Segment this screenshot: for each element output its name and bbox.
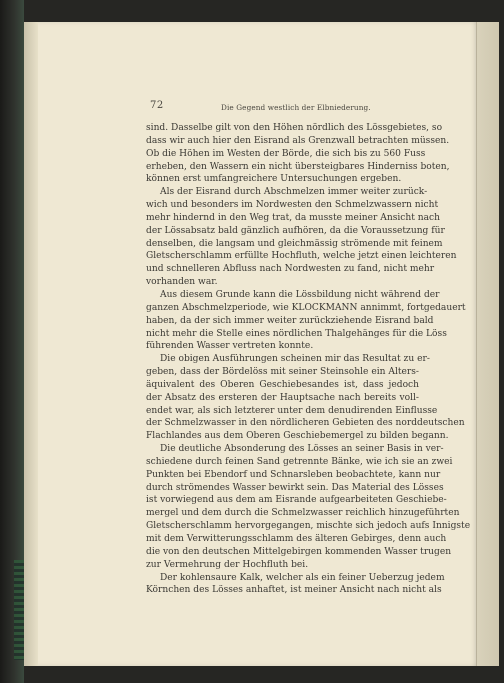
text-line: der Lössabsatz bald gänzlich aufhören, da die Voraussetzung für: [146, 225, 445, 236]
text-line: nicht mehr die Stelle eines nördlichen Thalgehänges für die Löss: [146, 328, 447, 339]
text-line: und schnelleren Abfluss nach Nordwesten zu fand, nicht mehr: [146, 264, 435, 275]
text-line: mit dem Verwitterungsschlamm des älteren Gebirges, denn auch: [146, 534, 447, 544]
text-line: wich und besonders im Nordwesten den Schmelzwassern nicht: [146, 200, 439, 211]
text-line: Die deutliche Absonderung des Lösses an seiner Basis in ver-: [160, 444, 444, 455]
body-text: [146, 122, 471, 597]
text-line: geben, dass der Bördelöss mit seiner Steinsohle ein Alters-: [146, 367, 419, 378]
text-line: äquivalent des Oberen Geschiebesandes ist, dass jedoch: [146, 379, 419, 390]
page-header: [150, 102, 420, 116]
text-line: Körnchen des Lösses anhaftet, ist meiner Ansicht nach nicht als: [146, 585, 442, 596]
text-line: die von den deutschen Mittelgebirgen kommenden Wasser trugen: [146, 546, 452, 557]
text-line: vorhanden war.: [146, 277, 218, 288]
text-line: endet war, als sich letzterer unter dem denudirenden Einflusse: [146, 405, 438, 416]
text-line: durch strömendes Wasser bewirkt sein. Das Material des Lösses: [146, 482, 444, 493]
text-line: Ob die Höhen im Westen der Börde, die sich bis zu 560 Fuss: [146, 148, 426, 159]
text-line: denselben, die langsam und gleichmässig strömende mit feinem: [146, 238, 443, 249]
facing-page-edge: [476, 22, 499, 666]
page-gutter-shadow: [24, 22, 38, 666]
text-line: Die obigen Ausführungen scheinen mir das Resultat zu er-: [160, 354, 430, 365]
text-line: ist vorwiegend aus dem am Eisrande aufgearbeiteten Geschiebe-: [146, 495, 447, 506]
text-line: schiedene durch feinen Sand getrennte Bänke, wie ich sie an zwei: [146, 456, 453, 467]
text-line: erheben, den Wassern ein nicht übersteigbares Hinderniss boten,: [146, 161, 450, 172]
text-line: sind. Dasselbe gilt von den Höhen nördlich des Lössgebietes, so: [146, 123, 443, 133]
text-line: der Schmelzwasser in den nördlicheren Gebieten des norddeutschen: [146, 418, 465, 429]
text-line: Punkten bei Ebendorf und Schnarsleben beobachtete, kann nur: [146, 469, 441, 480]
text-line: können erst umfangreichere Untersuchungen ergeben.: [146, 174, 402, 185]
text-line: mehr hindernd in den Weg trat, da musste meiner Ansicht nach: [146, 212, 440, 223]
text-line: ganzen Abschmelzperiode, wie KLOCKMANN annimmt, fortgedauert: [146, 302, 466, 313]
text-line: Aus diesem Grunde kann die Lössbildung nicht während der: [160, 289, 440, 300]
text-line: haben, da der sich immer weiter zurückziehende Eisrand bald: [146, 315, 434, 326]
text-line: Als der Eisrand durch Abschmelzen immer weiter zurück-: [160, 187, 428, 198]
text-line: Gletscherschlamm hervorgegangen, mischte sich jedoch aufs Innigste: [146, 521, 471, 532]
text-line: Flachlandes aus dem Oberen Geschiebemergel zu bilden begann.: [146, 431, 449, 442]
text-line: mergel und dem durch die Schmelzwasser reichlich hinzugeführten: [146, 508, 460, 519]
text-line: der Absatz des ersteren der Hauptsache nach bereits voll-: [146, 392, 419, 403]
text-line: führenden Wasser vertreten konnte.: [146, 341, 314, 352]
text-line: Gletscherschlamm erfüllte Hochfluth, welche jetzt einen leichteren: [146, 251, 457, 262]
running-head: Die Gegend westlich der Elbniederung.: [221, 103, 371, 112]
text-line: zur Vermehrung der Hochfluth bei.: [146, 559, 309, 570]
page-number: 72: [150, 100, 164, 111]
text-line: Der kohlensaure Kalk, welcher als ein feiner Ueberzug jedem: [160, 572, 445, 583]
spine-binding-cloth: [14, 560, 24, 660]
text-line: dass wir auch hier den Eisrand als Grenzwall betrachten müssen.: [146, 135, 450, 146]
